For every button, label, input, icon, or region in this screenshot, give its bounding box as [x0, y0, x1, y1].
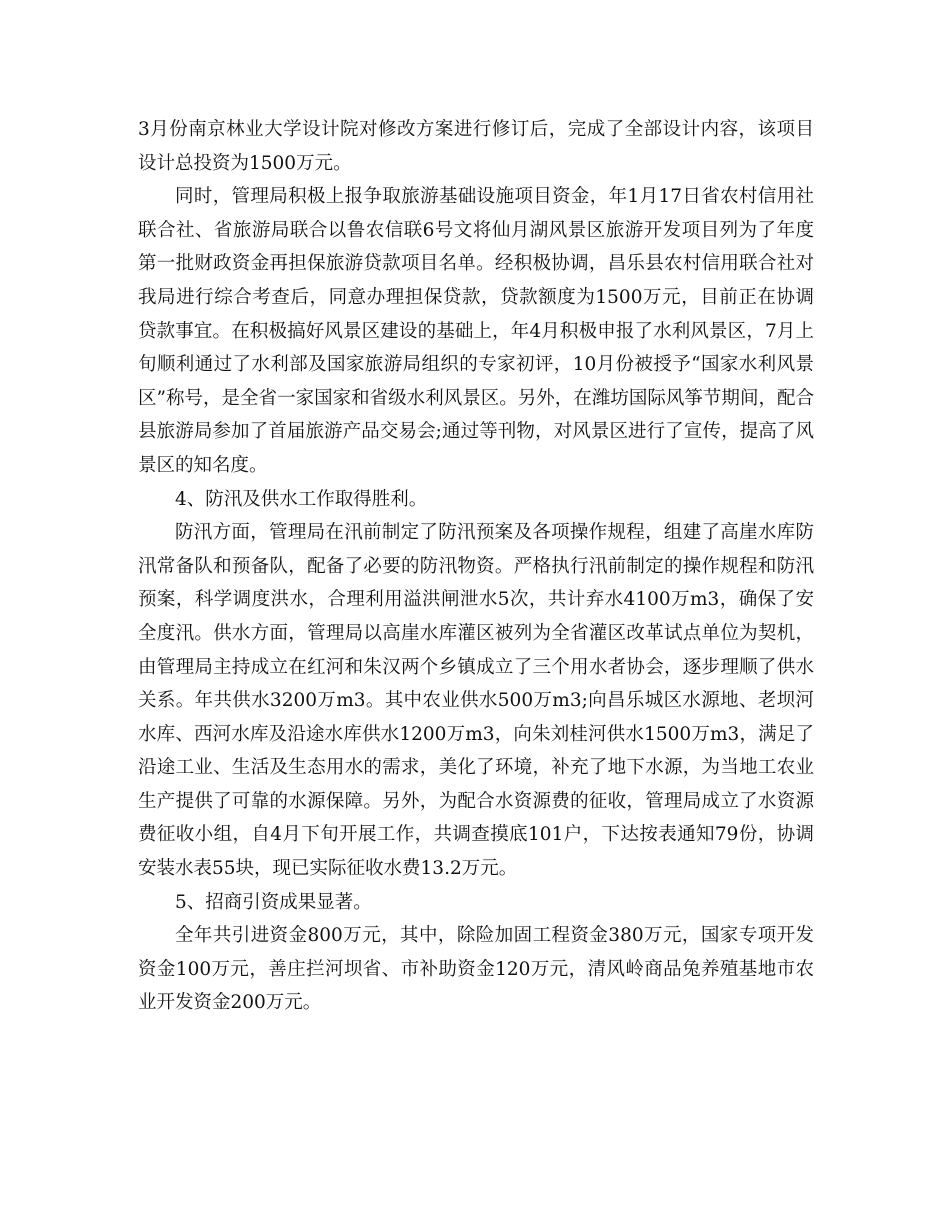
- paragraph-design-investment: 3月份南京林业大学设计院对修改方案进行修订后，完成了全部设计内容，该项目设计总投资为1500万元。: [138, 119, 814, 174]
- section-heading-investment: 5、招商引资成果显著。: [175, 891, 372, 913]
- section-heading-flood-control: 4、防汛及供水工作取得胜利。: [175, 488, 428, 510]
- paragraph-flood-and-water-supply: 防汛方面，管理局在汛前制定了防汛预案及各项操作规程，组建了高崖水库防汛常备队和预备队，配备了必要的防汛物资。严格执行汛前制定的操作规程和防汛预案，科学调度洪水，合理利用溢洪闸泄水5次，共计弃水4100万m3，确保了安全度汛。供水方面，管理局以高崖水库灌区被列为全省灌区改革试点单位为契机，由管理局主持成立在红河和朱汉两个乡镇成立了三个用水者协会，逐步理顺了供水关系。年共供水3200万m3。其中农业供水500万m3;向昌乐城区水源地、老坝河水库、西河水库及沿途水库供水1200万m3，向朱刘桂河供水1500万m3，满足了沿途工业、生活及生态用水的需求，美化了环境，补充了地下水源，为当地工农业生产提供了可靠的水源保障。另外，为配合水资源费的征收，管理局成立了水资源费征收小组，自4月下旬开展工作，共调查摸底101户，下达按表通知79份，协调安装水表55块，现已实际征收水费13.2万元。: [138, 522, 814, 880]
- document-body: [138, 113, 814, 1020]
- paragraph-investment-results: 全年共引进资金800万元，其中，除险加固工程资金380万元，国家专项开发资金100万元，善庄拦河坝省、市补助资金120万元，清风岭商品兔养殖基地市农业开发资金200万元。: [138, 925, 814, 1014]
- paragraph-tourism-funding: 同时，管理局积极上报争取旅游基础设施项目资金，年1月17日省农村信用社联合社、省旅游局联合以鲁农信联6号文将仙月湖风景区旅游开发项目列为了年度第一批财政资金再担保旅游贷款项目名单。经积极协调，昌乐县农村信用联合社对我局进行综合考查后，同意办理担保贷款，贷款额度为1500万元，目前正在协调贷款事宜。在积极搞好风景区建设的基础上，年4月积极申报了水利风景区，7月上旬顺利通过了水利部及国家旅游局组织的专家初评，10月份被授予“国家水利风景区”称号，是全省一家国家和省级水利风景区。另外，在潍坊国际风筝节期间，配合县旅游局参加了首届旅游产品交易会;通过等刊物，对风景区进行了宣传，提高了风景区的知名度。: [138, 186, 814, 476]
